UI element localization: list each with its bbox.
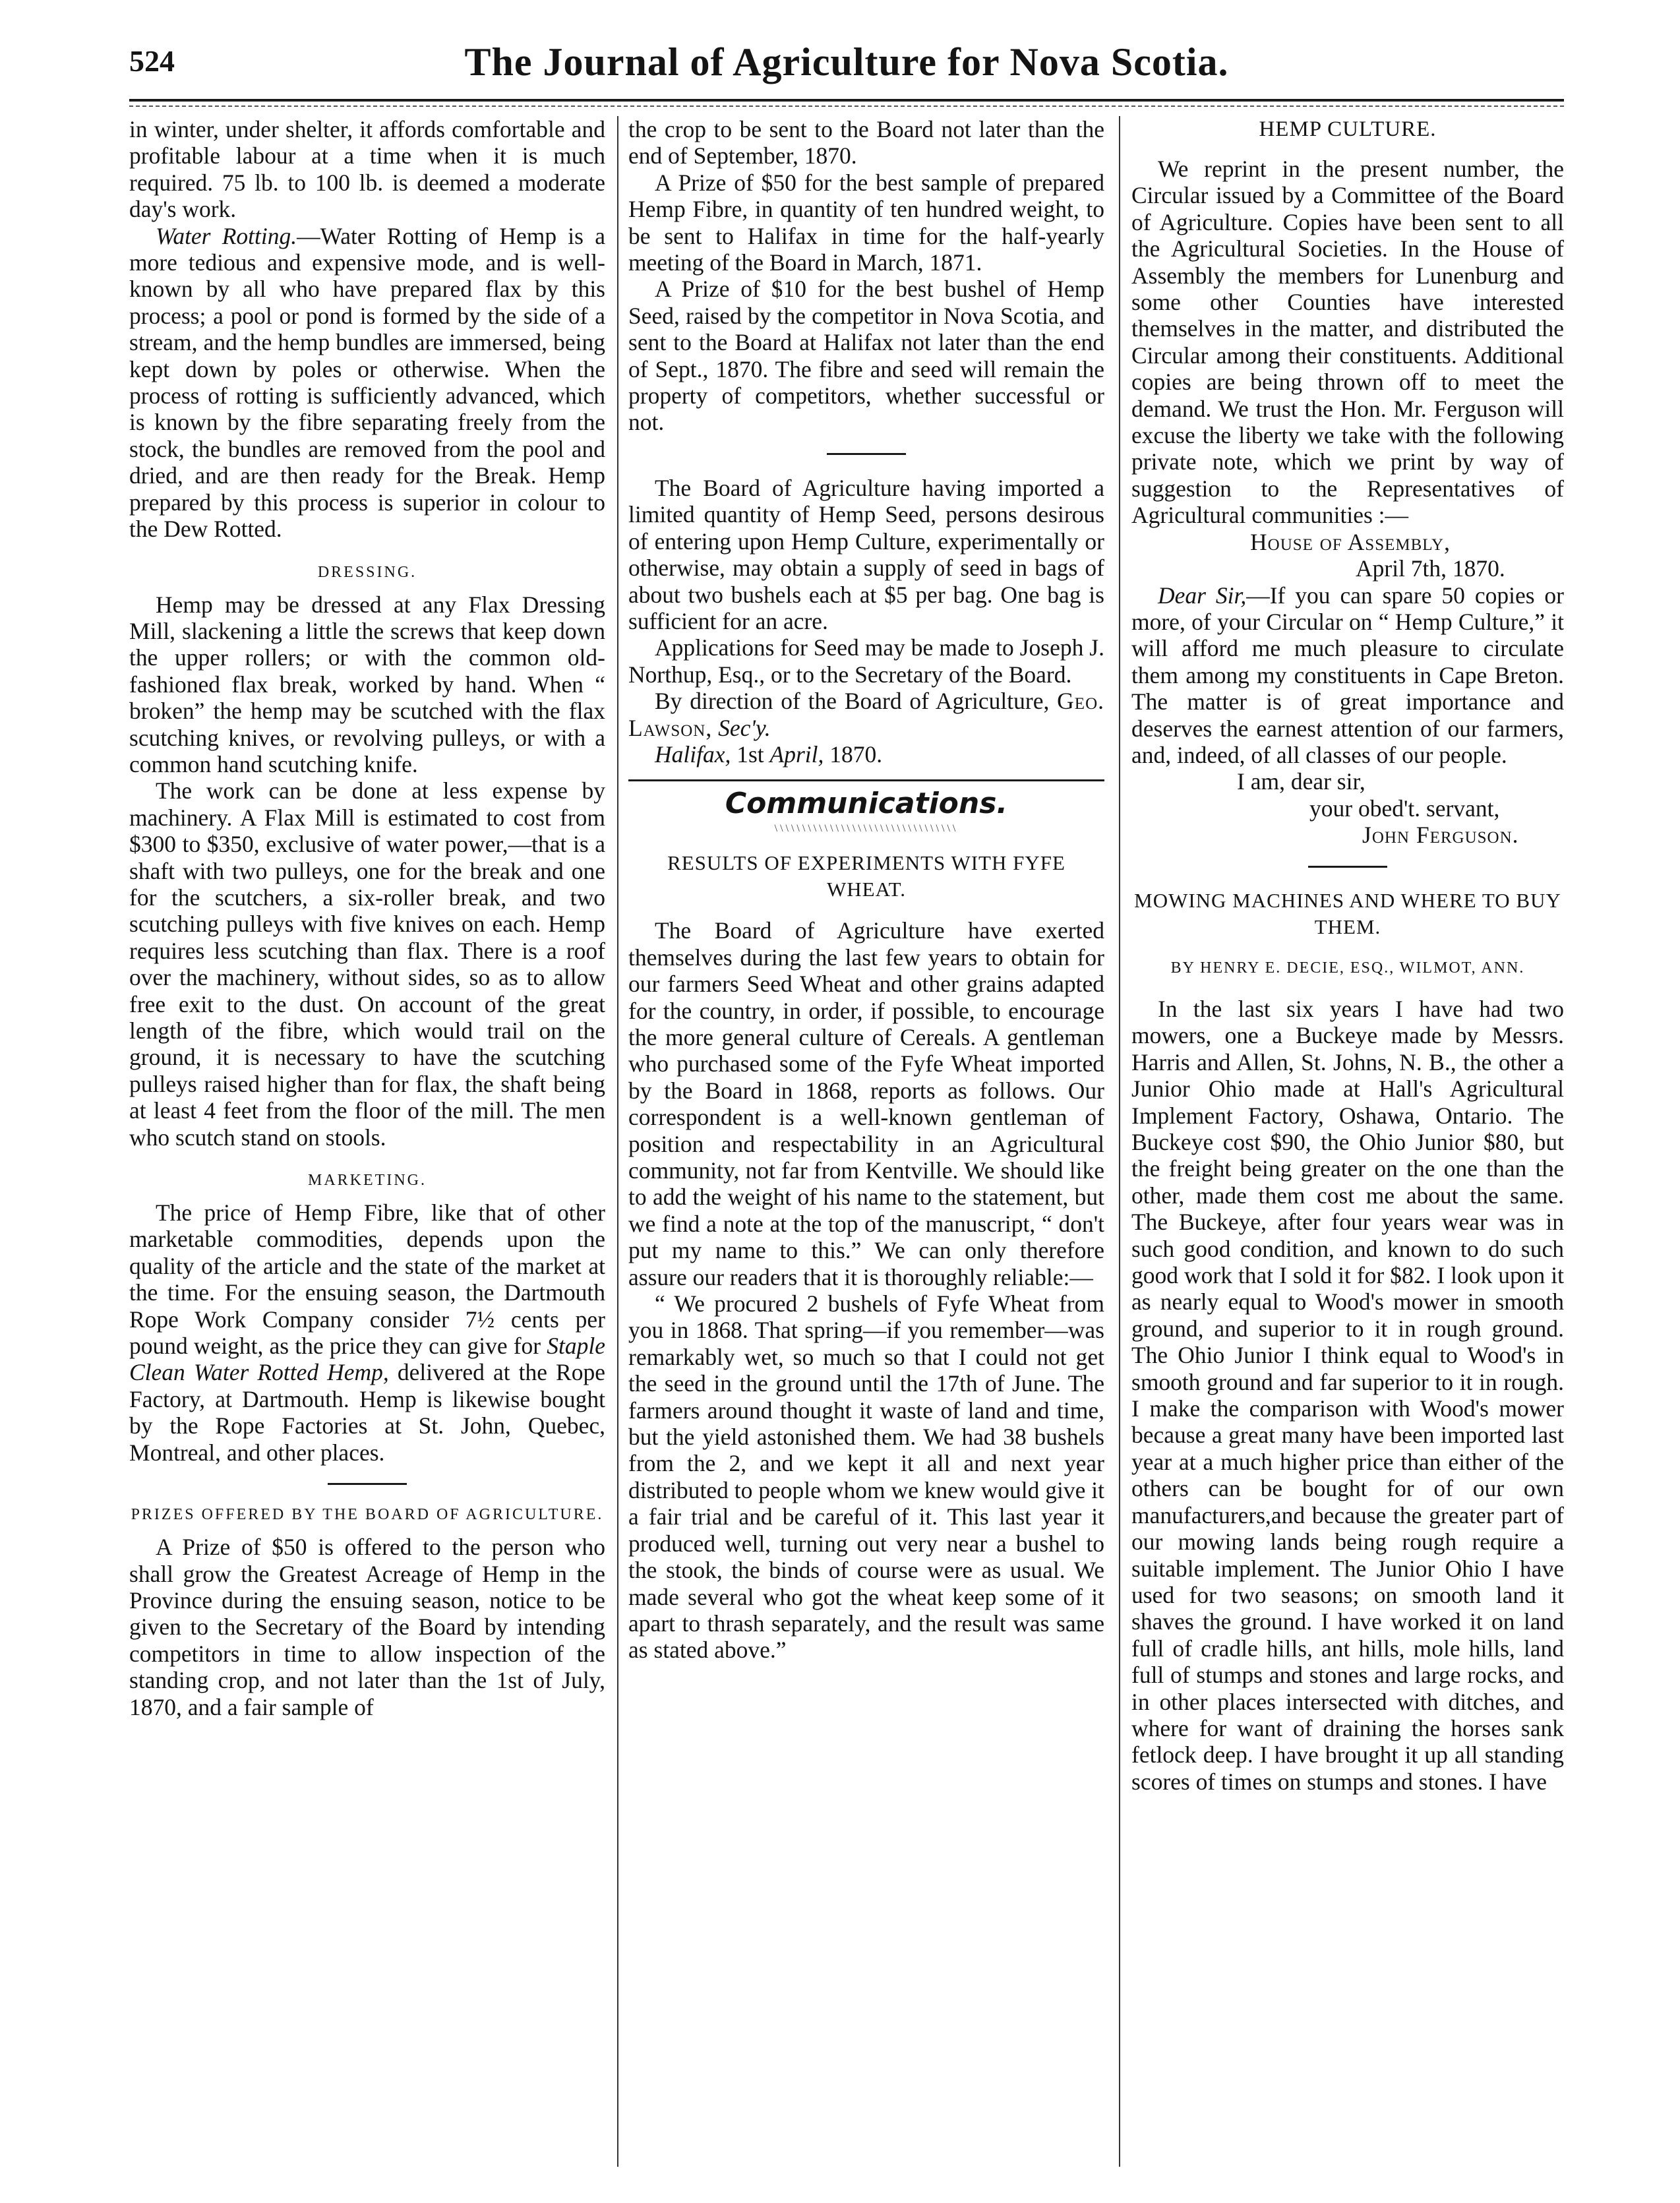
letter-close-1: I am, dear sir, bbox=[1237, 768, 1365, 795]
marketing-text-b: delivered at the Rope Factory, at Dartmouth. Hemp is likewise bought by the Rope Factories at St. John, Quebec, Montreal, and other places. bbox=[129, 1359, 605, 1466]
column-divider-2 bbox=[1119, 116, 1120, 2167]
header-dashed-rule bbox=[129, 106, 1564, 107]
signer-title: Sec'y. bbox=[718, 714, 771, 741]
marketing-text-a: The price of Hemp Fibre, like that of other marketable commodities, depends upon the quality of the article and the state of the market at the time. For the ensuing season, the Dartmouth Rope Work Company consider 7½ cents per pound weight, as the price they can give for bbox=[129, 1199, 605, 1360]
paragraph-prize-1: A Prize of $50 is offered to the person who shall grow the Greatest Acreage of Hemp in the Province during the ensuing season, notice to be given to the Secretary of the Board by intending competitors in time to allow inspection of the standing crop, and not later than the 1st of July, 1870, and a fair sample of bbox=[129, 1534, 605, 1720]
letter-signature: John Ferguson. bbox=[1362, 822, 1519, 849]
paragraph-prize-continued: the crop to be sent to the Board not later than the end of September, 1870. bbox=[628, 116, 1104, 169]
paragraph-labour: in winter, under shelter, it affords comfortable and profitable labour at a time when it is much required. 75 lb. to 100 lb. is deemed a moderate day's work. bbox=[129, 116, 605, 223]
paragraph-water-rotting bbox=[129, 223, 605, 543]
paragraph-mowing: In the last six years I have had two mowers, one a Buckeye made by Messrs. Harris and Allen, St. Johns, N. B., the other a Junior Ohio made at Hall's Agricultural Implement Factory, Oshawa, Ontario. The Buckeye cost $90, the Ohio Junior $80, but the freight being greater on the one than the other, made them cost me about the same. The Buckeye, after four years wear was in such good condition, and known to do such good work that I sold it for $82. I look upon it as nearly equal to Wood's mower in smooth ground, and superior to it in rough ground. The Ohio Junior I think equal to Wood's in smooth ground and far superior to it in rough. I make the comparison with Wood's mower because a great many have been imported last year at a much higher price than either of the others can be bought for of our own manufacturers,and because the greater part of our mowing lands being rough require a suitable implement. The Junior Ohio I have used for two seasons; on smooth land it shaves the ground. I have worked it on land full of cradle hills, ant hills, mole hills, land full of stumps and stones and large rocks, and in other places intersected with ditches, and where for want of draining the horses sank fetlock deep. I have brought it up all standing scores of times on stumps and stones. I have bbox=[1131, 995, 1564, 1795]
marketing-heading: MARKETING. bbox=[308, 1172, 427, 1190]
journal-title: The Journal of Agriculture for Nova Scotia. bbox=[464, 40, 1229, 84]
paragraph-fyfe-letter: “ We procured 2 bushels of Fyfe Wheat from you in 1868. That spring—if you remember—was remarkably wet, so much so that I could not get the seed in the ground until the 17th of June. The farmers around thought it waste of land and time, but the yield astonished them. We had 38 bushels from the 2, and we kept it all and next year distributed to people whom we knew would give it a fair trial and be careful of it. This last year it produced well, turning out very near a bushel to the stook, the binds of course were as usual. We made several who got the wheat keep some of it apart to thrash separately, and the result was same as stated above.” bbox=[628, 1290, 1104, 1664]
marketing-hemp-grade: Staple Clean Water Rotted Hemp, bbox=[129, 1333, 605, 1386]
paragraph-hemp-culture: We reprint in the present number, the Circular issued by a Committee of the Board of Agriculture. Copies have been sent to all the Agricultural Societies. In the House of Assembly the members for Lunenburg and some other Counties have interested themselves in the matter, and distributed the Circular among their constituents. Additional copies are being thrown off to meet the demand. We trust the Hon. Mr. Ferguson will excuse the liberty we take with the following private note, which we print by way of suggestion to the Representatives of Agricultural communities :— bbox=[1131, 156, 1564, 529]
article-heading-hemp-culture: HEMP CULTURE. bbox=[1259, 117, 1437, 141]
paragraph-direction: By direction of the Board of Agriculture, Geo. Lawson, Sec'y. bbox=[628, 688, 1104, 741]
dressing-heading: DRESSING. bbox=[317, 563, 417, 581]
header-rule bbox=[129, 99, 1564, 102]
place-date: Halifax, 1st April, 1870. bbox=[655, 740, 883, 768]
column-2 bbox=[628, 116, 1104, 2167]
signer-name: Geo. Lawson, bbox=[628, 688, 1104, 741]
section-ornament: \\\\\\\\\\\\\\\\\\\\\\\\\\\\\\\\\ bbox=[774, 823, 959, 835]
separator-rule bbox=[827, 453, 906, 455]
separator-rule bbox=[1308, 866, 1387, 868]
letter-body: Dear Sir,—If you can spare 50 copies or more, of your Circular on “ Hemp Culture,” it will afford me much pleasure to circulate them among my constituents in Cape Breton. The matter is of great importance and deserves the earnest attention of our farmers, and, indeed, of all classes of our people. bbox=[1131, 582, 1564, 768]
section-title-communications: Communications. bbox=[725, 787, 1008, 821]
article-heading-mowing: MOWING MACHINES AND WHERE TO BUY THEM. bbox=[1134, 888, 1561, 938]
page-number: 524 bbox=[129, 44, 175, 78]
column-1 bbox=[129, 116, 605, 2167]
letter-place: House of Assembly, bbox=[1250, 528, 1451, 555]
column-3 bbox=[1131, 116, 1564, 2167]
paragraph-prize-2: A Prize of $50 for the best sample of prepared Hemp Fibre, in quantity of ten hundred weight, to be sent to Halifax in time for the half-yearly meeting of the Board in March, 1871. bbox=[628, 169, 1104, 276]
separator-rule bbox=[328, 1483, 407, 1485]
paragraph-hemp-seed: The Board of Agriculture having imported a limited quantity of Hemp Seed, persons desirous of entering upon Hemp Culture, experimentally or otherwise, may obtain a supply of seed in bags of about two bushels each at $5 per bag. One bag is sufficient for an acre. bbox=[628, 474, 1104, 634]
letter-close-2: your obed't. servant, bbox=[1309, 795, 1500, 822]
paragraph-dressing-2: The work can be done at less expense by machinery. A Flax Mill is estimated to cost from $300 to $350, exclusive of water power,—that is a shaft with two pulleys, one for the break and one for the scutchers, a six-roller break, and two scutching pulleys with five knives on each. Hemp requires less scutching than flax. There is a roof over the machinery, without sides, so as to allow free exit to the dust. On account of the great length of the fibre, which would trail on the ground, it is necessary to have the scutching pulleys raised higher than for flax, the shaft being at least 4 feet from the floor of the mill. The men who scutch stand on stools. bbox=[129, 777, 605, 1151]
prizes-heading: PRIZES OFFERED BY THE BOARD OF AGRICULTURE. bbox=[131, 1506, 604, 1524]
paragraph-applications: Applications for Seed may be made to Joseph J. Northup, Esq., or to the Secretary of the Board. bbox=[628, 634, 1104, 688]
paragraph-fyfe-intro: The Board of Agriculture have exerted themselves during the last few years to obtain for our farmers Seed Wheat and other grains adapted for the country, in order, if possible, to encourage the more general culture of Cereals. A gentleman who purchased some of the Fyfe Wheat imported by the Board in 1868, reports as follows. Our correspondent is a well-known gentleman of position and respectability in an Agricultural community, not far from Kentville. We should like to add the weight of his name to the statement, but we find a note at the top of the manuscript, “ don't put my name to this.” We can only therefore assure our readers that it is thoroughly reliable:— bbox=[628, 917, 1104, 1290]
article-heading-fyfe-wheat: RESULTS OF EXPERIMENTS WITH FYFE WHEAT. bbox=[667, 851, 1065, 901]
paragraph-marketing bbox=[129, 1199, 605, 1466]
letter-salutation: Dear Sir, bbox=[1158, 582, 1247, 609]
paragraph-prize-3: A Prize of $10 for the best bushel of Hemp Seed, raised by the competitor in Nova Scotia, and sent to the Board at Halifax not later than the end of Sept., 1870. The fibre and seed will remain the property of competitors, whether successful or not. bbox=[628, 276, 1104, 436]
article-byline: BY HENRY E. DECIE, ESQ., WILMOT, ANN. bbox=[1170, 959, 1525, 977]
letter-date: April 7th, 1870. bbox=[1356, 555, 1505, 582]
page-header bbox=[129, 37, 1564, 96]
paragraph-dressing-1: Hemp may be dressed at any Flax Dressing Mill, slackening a little the screws that keep down the upper rollers; or with the common old-fashioned flax break, worked by hand. When “ broken” the hemp may be scutched with the flax scutching knives, or revolving pulleys, or with a common hand scutching knife. bbox=[129, 591, 605, 777]
water-rotting-text: —Water Rotting of Hemp is a more tedious and expensive mode, and is well-known by all who have prepared flax by this process; a pool or pond is formed by the side of a stream, and the hemp bundles are immersed, being kept down by poles or otherwise. When the process of rotting is sufficiently advanced, which is known by the fibre separating freely from the stock, the bundles are removed from the pool and dried, and are then ready for the Break. Hemp prepared by this process is superior in colour to the Dew Rotted. bbox=[129, 222, 605, 543]
column-divider-1 bbox=[617, 116, 618, 2167]
water-rotting-title: Water Rotting. bbox=[156, 222, 297, 249]
section-rule bbox=[628, 779, 1104, 781]
